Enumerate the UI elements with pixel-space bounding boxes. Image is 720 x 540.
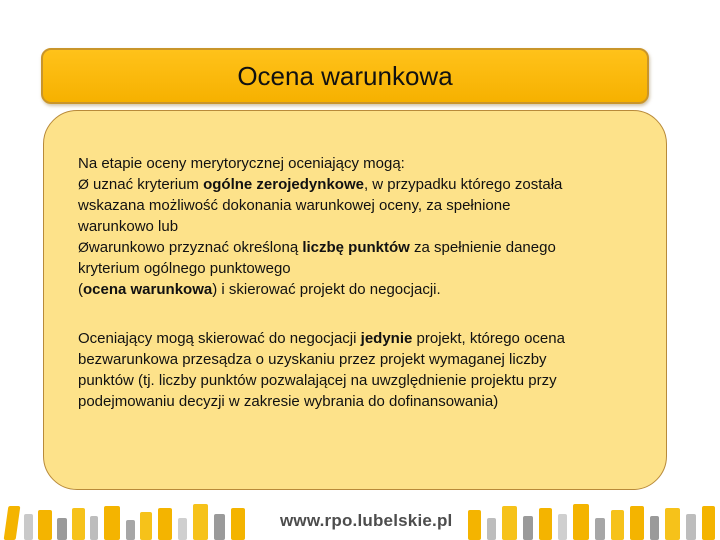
logo-bar-icon — [126, 520, 135, 540]
arrow-bullet-icon: Ø — [78, 239, 89, 255]
logo-bar-icon — [558, 514, 567, 540]
logo-bar-icon — [502, 506, 517, 540]
footer — [0, 478, 720, 540]
logo-bar-icon — [523, 516, 533, 540]
body-line — [78, 328, 653, 349]
arrow-bullet-icon: Ø — [78, 176, 89, 192]
text-fragment: projekt, którego ocena — [412, 330, 565, 347]
body-line: podejmowaniu decyzji w zakresie wybrania do dofinansowania) — [78, 393, 499, 410]
intro-line: Na etapie oceny merytorycznej oceniający mogą: — [78, 155, 405, 172]
paragraph-negotiation-rule — [78, 328, 653, 412]
bold-term: ocena warunkowa — [83, 281, 213, 298]
body-line: punktów (tj. liczby punktów pozwalającej na uwzględnienie projektu przy — [78, 372, 557, 389]
logo-bar-icon — [231, 508, 245, 540]
paragraph-evaluation-options — [78, 153, 653, 300]
bullet-zero-one-criterion — [78, 174, 653, 195]
logo-bar-icon — [72, 508, 85, 540]
text-fragment: Oceniający mogą skierować do negocjacji — [78, 330, 361, 347]
text-fragment: za spełnienie danego — [409, 239, 556, 256]
text-fragment: uznać kryterium — [88, 176, 204, 193]
text-fragment: ( — [78, 281, 83, 298]
body-line — [78, 279, 653, 300]
logo-bar-icon — [38, 510, 52, 540]
body-line: wskazana możliwość dokonania warunkowej oceny, za spełnione — [78, 197, 511, 214]
body-line: warunkowo lub — [78, 218, 179, 235]
text-fragment: warunkowo przyznać określoną — [88, 239, 303, 256]
logo-bar-icon — [573, 504, 589, 540]
logo-bar-icon — [57, 518, 67, 540]
bold-term: liczbę punktów — [302, 239, 410, 256]
logo-bar-icon — [24, 514, 33, 540]
logo-bar-icon — [178, 518, 187, 540]
logo-bar-icon — [468, 510, 481, 540]
logo-bar-icon — [487, 518, 496, 540]
logo-bar-icon — [595, 518, 605, 540]
bullet-points-criterion — [78, 237, 653, 258]
logo-bar-icon — [630, 506, 644, 540]
logo-bar-icon — [539, 508, 552, 540]
logo-bar-icon — [665, 508, 680, 540]
bold-term: jedynie — [360, 330, 413, 347]
logo-bar-icon — [193, 504, 208, 540]
logo-bar-icon — [90, 516, 98, 540]
logo-bar-icon — [686, 514, 696, 540]
text-fragment: , w przypadku którego została — [363, 176, 563, 193]
logo-bar-icon — [104, 506, 120, 540]
logo-bar-icon — [4, 506, 21, 540]
body-line: kryterium ogólnego punktowego — [78, 260, 291, 277]
body-line: bezwarunkowa przesądza o uzyskaniu przez projekt wymaganej liczby — [78, 351, 547, 368]
footer-url: www.rpo.lubelskie.pl — [280, 511, 453, 530]
slide-title: Ocena warunkowa — [237, 61, 453, 91]
logo-bar-icon — [611, 510, 624, 540]
logo-bar-icon — [650, 516, 659, 540]
logo-bar-icon — [158, 508, 172, 540]
logo-bar-icon — [140, 512, 152, 540]
title-banner — [41, 48, 649, 104]
bold-term: ogólne zerojedynkowe — [203, 176, 364, 193]
logo-bar-icon — [702, 506, 715, 540]
logo-bar-icon — [214, 514, 225, 540]
text-fragment: ) i skierować projekt do negocjacji. — [212, 281, 441, 298]
